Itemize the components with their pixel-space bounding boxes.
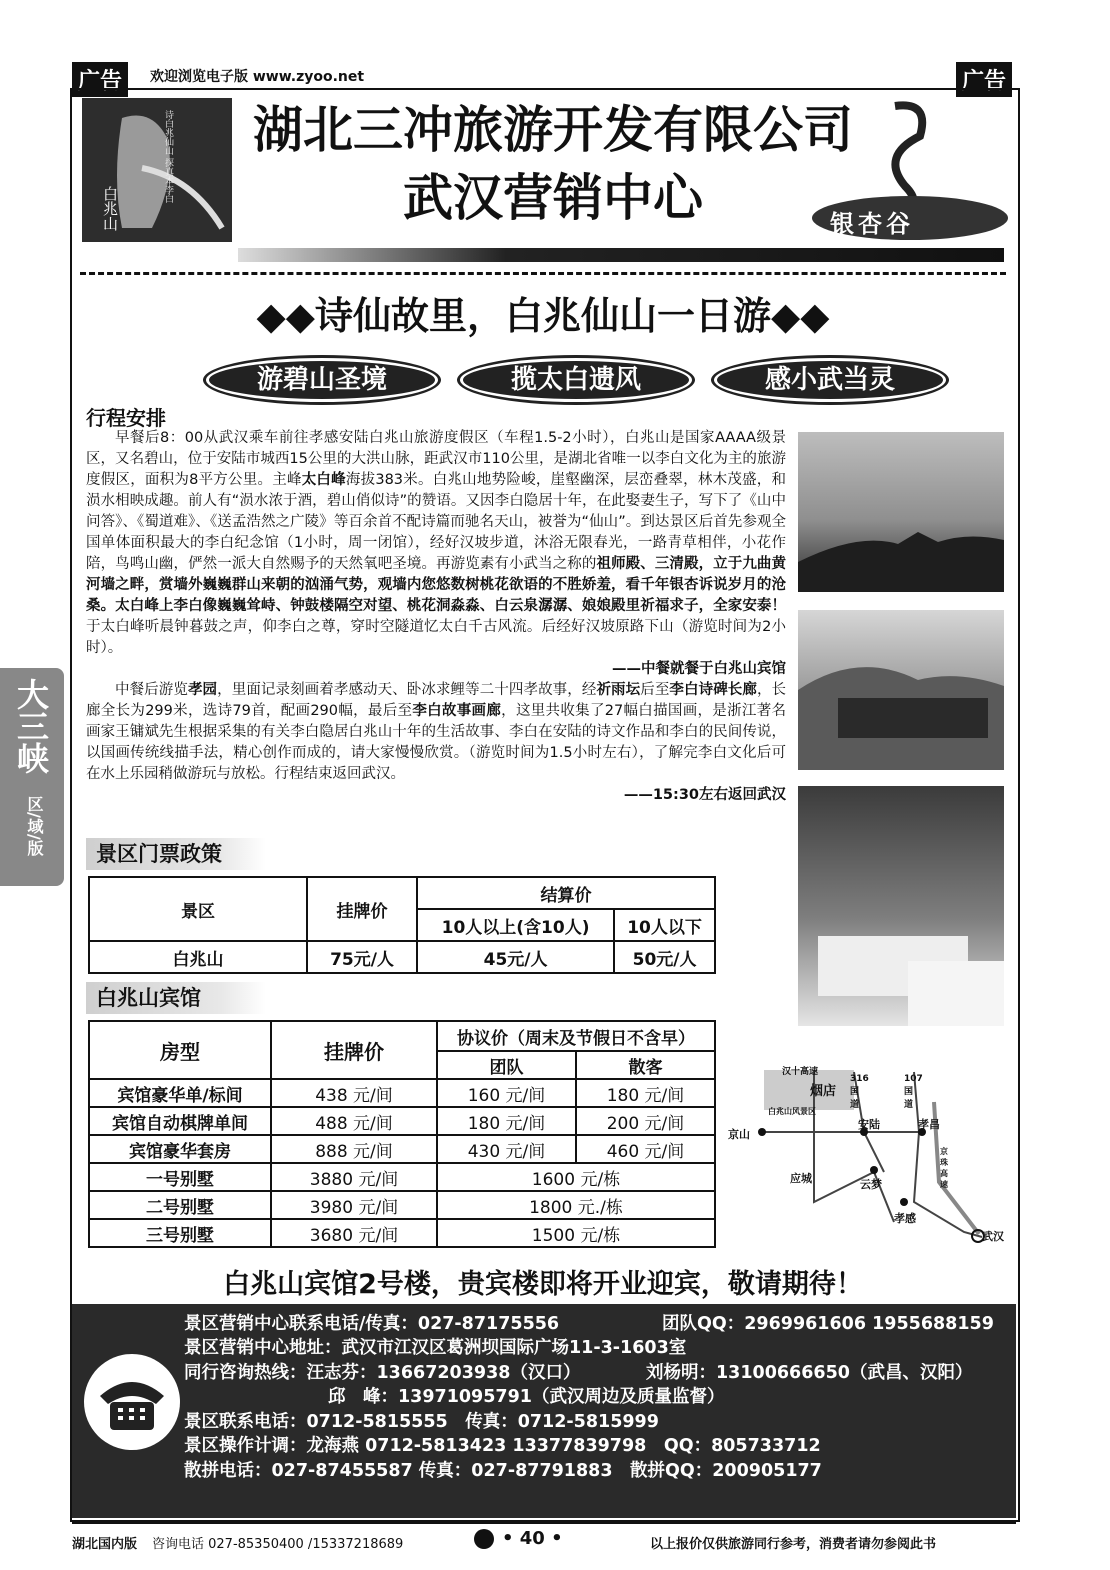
col-10plus: 10人以上(含10人) <box>417 909 614 941</box>
contact-line: 同行咨询热线：汪志芬：13667203938（汉口） <box>184 1363 581 1383</box>
text-run: 于太白峰听晨钟暮鼓之声，仰李白之尊，穿时空隧道忆太白千古风流。后经好汉坡原路下山（游览时间为2小时）。 <box>86 619 786 656</box>
main-title: ◆◆诗仙故里，白兆仙山一日游◆◆ <box>256 293 830 338</box>
cell: 一号别墅 <box>89 1163 271 1191</box>
footer-disclaimer: 以上报价仅供旅游同行参考，消费者请勿参阅此书 <box>650 1537 937 1552</box>
text-run: 太白峰 <box>301 472 346 488</box>
col-single: 散客 <box>576 1051 715 1079</box>
lunch-note: ——中餐就餐于白兆山宾馆 <box>612 661 786 677</box>
side-tab-big: 大三峡 <box>12 678 50 774</box>
col-room-type: 房型 <box>89 1021 271 1079</box>
col-settle-price: 结算价 <box>417 877 715 909</box>
text-run: 祖师殿、三清殿，立于九曲黄河墙之畔，赏墙外巍巍群山来朝的汹涌气势，观墙内您悠数树桃花欲语的不胜娇羞，看千年银杏诉说岁月的沧桑。太白峰上李白像巍巍耸峙、钟鼓楼隔空对望、桃花洞淼淼、白云泉潺潺、娘娘殿里祈福求子，全家安泰！ <box>86 556 787 614</box>
itinerary-paragraph-2 <box>86 680 786 785</box>
itinerary-body <box>86 428 786 806</box>
hotel-section-heading: 白兆山宾馆 <box>86 982 266 1014</box>
text-run: 孝园 <box>187 682 218 698</box>
route-map <box>724 1062 1010 1252</box>
col-10minus: 10人以下 <box>614 909 715 941</box>
map-label: 武汉 <box>982 1230 1004 1243</box>
text-run: 中餐后游览 <box>115 682 188 698</box>
contact-line: 景区营销中心地址：武汉市江汉区葛洲坝国际广场11-3-1603室 <box>184 1338 687 1358</box>
publisher-badge-icon <box>474 1529 494 1549</box>
contact-line: 散拼电话：027-87455587 传真：027-87791883 散拼QQ：200905177 <box>184 1461 822 1481</box>
text-run: ，这里共收集了27幅白描国画，是浙江著名画家王镛斌先生根据采集的有关李白隐居白兆山十年的生活故事、李白在安陆的诗文作品和李白的民间传说，以国画传统线描手法，精心创作而成的，请大家慢慢欣赏。（游览时间为1.5小时左右），了解完李白文化后可在水上乐园稍做游玩与放松。行程结束返回武汉。 <box>86 703 787 782</box>
contact-line: 景区营销中心联系电话/传真：027-87175556 <box>184 1314 560 1334</box>
text-run: 海拔383米。白兆山地势险峻，崖壑幽深，层峦叠翠，林木茂盛，和涢水相映成趣。前人有“涢水浓于酒，碧山俏似诗”的赞语。又因李白隐居十年，在此娶妻生子，写下了《山中问答》、《蜀道难》、《送孟浩然之广陵》等百余首不配诗篇而驰名天山，被誉为“仙山”。到达景区后首先参观全国单体面积最大的李白纪念馆（1小时，周一闭馆），经好汉坡步道，沐浴无限春光，一路青草相伴，小花作陪，鸟鸣山幽，俨然一派大自然赐予的天然氧吧圣境。再游览素有小武当之称的 <box>86 472 787 572</box>
temple-silhouette-icon <box>798 432 1004 592</box>
cell: 三号别墅 <box>89 1219 271 1247</box>
contact-line: 景区操作计调：龙海燕 0712-5813423 13377839798 QQ：805733712 <box>184 1436 821 1456</box>
cell: 3880 元/间 <box>271 1163 437 1191</box>
footer-rule <box>72 1522 1016 1524</box>
cell: 160 元/间 <box>437 1079 576 1107</box>
marketing-center: 武汉营销中心 <box>403 168 703 227</box>
table-row <box>89 1107 715 1135</box>
cell: 二号别墅 <box>89 1191 271 1219</box>
ad-label-right: 广告 <box>956 62 1012 97</box>
cell: 180 元/间 <box>437 1107 576 1135</box>
map-label: 107国道 <box>904 1074 923 1110</box>
text-run: ，长廊全长为299米，选诗79首，配画290幅，最后至 <box>86 682 787 719</box>
cell: 宾馆豪华套房 <box>89 1135 271 1163</box>
map-label: 汉十高速 <box>782 1067 819 1077</box>
page-number: • 40 • <box>502 1528 563 1549</box>
text-run: 祈雨坛 <box>596 682 641 698</box>
slogan-oval-3: 感小武当灵 <box>714 358 946 402</box>
text-run: 李白诗碑长廊 <box>669 682 757 698</box>
footer-phone: 咨询电话 027-85350400 /15337218689 <box>152 1537 404 1552</box>
contact-line: 刘杨明：13100666650（武昌、汉阳） <box>646 1363 973 1383</box>
cell: 888 元/间 <box>271 1135 437 1163</box>
text-run: 李白故事画廊 <box>412 703 502 719</box>
map-label: 316国道 <box>850 1074 869 1110</box>
contact-line: 景区联系电话：0712-5815555 传真：0712-5815999 <box>184 1412 659 1432</box>
text-run: ，里面记录刻画着孝感动天、卧冰求鲤等二十四孝故事，经 <box>217 682 597 698</box>
slogan-oval-2: 揽太白遗风 <box>460 358 692 402</box>
table-row <box>89 941 715 973</box>
logo-text: 白兆山 <box>101 186 119 231</box>
dashed-divider <box>80 272 1006 275</box>
slogan-oval-1: 游碧山圣境 <box>206 358 438 402</box>
itinerary-heading: 行程安排 <box>86 406 166 430</box>
cell: 宾馆豪华单/标间 <box>89 1079 271 1107</box>
hotel-room-photo <box>798 786 1004 1026</box>
col-area: 景区 <box>89 877 307 941</box>
palace-photo <box>798 610 1004 770</box>
welcome-text: 欢迎浏览电子版 www.zyoo.net <box>150 69 365 85</box>
map-label: 白兆山风景区 <box>768 1107 816 1116</box>
table-row <box>89 1079 715 1107</box>
cell: 1500 元/栋 <box>437 1219 715 1247</box>
cell: 3980 元/间 <box>271 1191 437 1219</box>
cell: 200 元/间 <box>576 1107 715 1135</box>
region-side-tab <box>0 668 64 886</box>
col-group: 团队 <box>437 1051 576 1079</box>
col-negotiated: 协议价（周末及节假日不含早） <box>437 1021 715 1051</box>
ad-label-left: 广告 <box>72 62 128 97</box>
map-label: 安陆 <box>858 1118 880 1131</box>
cell: 宾馆自动棋牌单间 <box>89 1107 271 1135</box>
cell: 50元/人 <box>614 941 715 973</box>
logo-slogan: 诗白兆仙山 探真本李白 <box>163 110 173 203</box>
cell: 438 元/间 <box>271 1079 437 1107</box>
table-row <box>89 1191 715 1219</box>
table-row <box>89 1135 715 1163</box>
return-note: ——15:30左右返回武汉 <box>623 787 786 803</box>
cell: 180 元/间 <box>576 1079 715 1107</box>
table-row <box>89 1219 715 1247</box>
map-label: 京山 <box>728 1128 750 1141</box>
cell: 45元/人 <box>417 941 614 973</box>
table-row <box>89 1163 715 1191</box>
cell: 1800 元./栋 <box>437 1191 715 1219</box>
cell: 1600 元/栋 <box>437 1163 715 1191</box>
map-label: 孝感 <box>894 1212 916 1225</box>
contact-line: 团队QQ：2969961606 1955688159 <box>662 1314 994 1334</box>
company-name: 湖北三冲旅游开发有限公司 <box>253 100 853 159</box>
cell: 488 元/间 <box>271 1107 437 1135</box>
cell: 白兆山 <box>89 941 307 973</box>
baizhaoshan-logo <box>82 98 232 242</box>
yinxinggu-logo <box>810 96 1010 244</box>
text-run: 早餐后8：00从武汉乘车前往孝感安陆白兆山旅游度假区（车程1.5-2小时），白兆山是国家AAAA级景区，又名碧山，位于安陆市城西15公里的大洪山脉，距武汉市110公里，是湖北省唯一以李白文化为主的旅游度假区，面积为8平方公里。主峰 <box>86 430 786 488</box>
itinerary-paragraph-1 <box>86 428 786 659</box>
cell: 75元/人 <box>307 941 417 973</box>
map-label: 孝昌 <box>918 1118 940 1131</box>
temple-photo <box>798 432 1004 592</box>
yinxinggu-text: 银杏谷 <box>830 210 914 238</box>
side-tab-small: 区/域/版 <box>25 796 44 856</box>
phone-icon <box>84 1354 180 1450</box>
footer-edition: 湖北国内版 <box>72 1537 138 1552</box>
text-run: 后至 <box>640 682 670 698</box>
hotel-table <box>88 1020 716 1248</box>
cell: 430 元/间 <box>437 1135 576 1163</box>
ticket-table <box>88 876 716 974</box>
bed-icon <box>798 786 1004 1026</box>
cell: 3680 元/间 <box>271 1219 437 1247</box>
ticket-section-heading: 景区门票政策 <box>86 838 266 870</box>
map-label: 京珠高速 <box>940 1147 948 1189</box>
cell: 460 元/间 <box>576 1135 715 1163</box>
contact-box <box>72 1304 1016 1518</box>
palace-silhouette-icon <box>798 610 1004 770</box>
hotel-opening-notice: 白兆山宾馆2号楼，贵宾楼即将开业迎宾，敬请期待！ <box>223 1269 863 1300</box>
banner-bar <box>238 248 1004 262</box>
col-list-price: 挂牌价 <box>307 877 417 941</box>
map-label: 烟店 <box>810 1084 837 1099</box>
map-label: 云梦 <box>860 1178 882 1191</box>
contact-line: 邱 峰：13971095791（武汉周边及质量监督） <box>328 1387 725 1407</box>
map-label: 应城 <box>790 1172 812 1185</box>
col-list-price: 挂牌价 <box>271 1021 437 1079</box>
road-map-icon <box>724 1062 1010 1252</box>
